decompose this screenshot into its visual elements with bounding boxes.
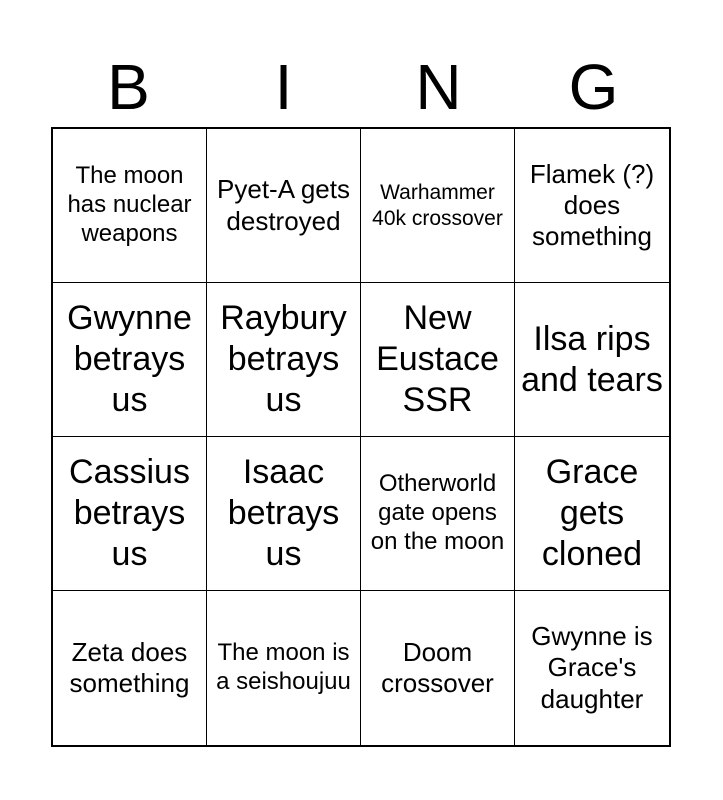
bingo-cell[interactable] — [207, 437, 361, 591]
bingo-cell[interactable] — [361, 437, 515, 591]
bingo-cell-text: Gwynne is Grace's daughter — [531, 621, 653, 714]
bingo-cell-text: Flamek (?) does something — [529, 158, 655, 252]
bingo-cell[interactable] — [361, 591, 515, 745]
bingo-cell[interactable] — [515, 437, 669, 591]
bingo-cell[interactable] — [207, 591, 361, 745]
bingo-cell[interactable] — [361, 283, 515, 437]
bingo-cell-text: Doom crossover — [381, 636, 494, 698]
header-letter-b: B — [107, 51, 150, 123]
bingo-cell-text: The moon has nuclear weapons — [67, 162, 192, 247]
bingo-cell[interactable] — [207, 129, 361, 283]
bingo-cell[interactable] — [361, 129, 515, 283]
bingo-cell[interactable] — [515, 591, 669, 745]
bingo-cell-text: New Eustace SSR — [376, 299, 499, 419]
bingo-board — [51, 127, 671, 747]
bingo-cell-text: Cassius betrays us — [69, 453, 190, 573]
bingo-cell-text: Warhammer 40k crossover — [372, 181, 503, 230]
bingo-cell[interactable] — [53, 437, 207, 591]
bingo-cell[interactable] — [53, 129, 207, 283]
bingo-cell[interactable] — [53, 283, 207, 437]
bingo-cell[interactable] — [515, 129, 669, 283]
header-letter-n: N — [415, 51, 462, 123]
bingo-cell-text: Gwynne betrays us — [67, 299, 192, 419]
bingo-cell-text: Grace gets cloned — [541, 453, 643, 573]
bingo-cell-text: Ilsa rips and tears — [521, 319, 663, 399]
bingo-cell-text: Pyet-A gets destroyed — [217, 174, 350, 236]
bingo-cell-text: The moon is a seishoujuu — [216, 639, 351, 695]
header-letter-i: I — [274, 51, 293, 123]
bingo-cell[interactable] — [207, 283, 361, 437]
bingo-cell-text: Zeta does something — [69, 636, 190, 698]
bingo-cell-text: Raybury betrays us — [220, 299, 347, 419]
bingo-cell[interactable] — [53, 591, 207, 745]
header-letter-g: G — [568, 51, 619, 123]
bingo-header — [51, 48, 671, 126]
bingo-cell-text: Isaac betrays us — [227, 453, 340, 573]
bingo-cell[interactable] — [515, 283, 669, 437]
bingo-cell-text: Otherworld gate opens on the moon — [370, 470, 505, 555]
